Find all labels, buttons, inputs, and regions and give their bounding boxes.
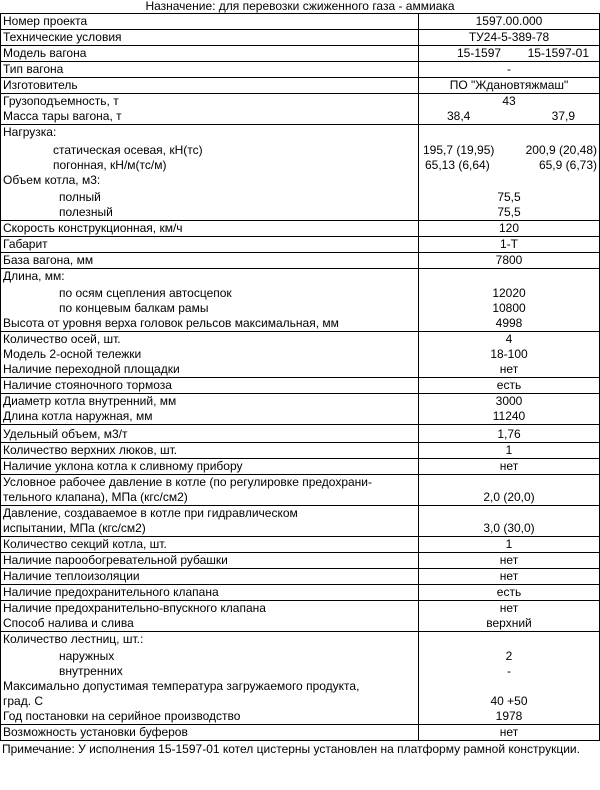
row-label bbox=[1, 506, 419, 537]
bogie-value: 18-100 bbox=[490, 347, 528, 361]
row-value: 7800 bbox=[419, 253, 600, 269]
row-label: Технические условия bbox=[1, 30, 419, 46]
test-pressure-label-1: Давление, создаваемое в котле при гидравлическом bbox=[3, 506, 298, 520]
ladders-label: Количество лестниц, шт.: bbox=[3, 632, 144, 646]
max-temp-label-2: град. С bbox=[3, 694, 44, 708]
row-value bbox=[419, 394, 600, 425]
row-project bbox=[1, 14, 600, 30]
year-value: 1978 bbox=[495, 709, 523, 723]
row-value: - bbox=[419, 62, 600, 78]
axles-label: Количество осей, шт. bbox=[3, 332, 121, 346]
row-sections bbox=[1, 537, 600, 553]
load-linear-v2: 65,9 (6,73) bbox=[538, 158, 597, 172]
row-value: 1,76 bbox=[419, 425, 600, 443]
row-insulation bbox=[1, 569, 600, 585]
row-working-pressure bbox=[1, 475, 600, 506]
row-speed bbox=[1, 221, 600, 237]
row-value: нет bbox=[419, 725, 600, 741]
row-label bbox=[1, 269, 419, 332]
row-label: Количество секций котла, шт. bbox=[1, 537, 419, 553]
row-label: Возможность установки буферов bbox=[1, 725, 419, 741]
load-static-v2: 200,9 (20,48) bbox=[525, 143, 597, 157]
row-label: Наличие стояночного тормоза bbox=[1, 378, 419, 394]
row-value-pair bbox=[419, 46, 600, 62]
row-tu bbox=[1, 30, 600, 46]
year-label: Год постановки на серийное производство bbox=[3, 709, 241, 723]
row-value bbox=[419, 332, 600, 378]
row-value bbox=[419, 475, 600, 506]
row-brake bbox=[1, 378, 600, 394]
row-label: Скорость конструкционная, км/ч bbox=[1, 221, 419, 237]
row-value bbox=[419, 506, 600, 537]
row-label: Тип вагона bbox=[1, 62, 419, 78]
intake-valve-label: Наличие предохранительно-впускного клапана bbox=[3, 601, 266, 615]
volume-useful-value: 75,5 bbox=[497, 205, 521, 219]
row-label: Изготовитель bbox=[1, 78, 419, 94]
page-heading: Назначение: для перевозки сжиженного газа - аммиака bbox=[145, 0, 455, 13]
row-load-volume bbox=[1, 125, 600, 221]
volume-label: Объем котла, м3: bbox=[3, 173, 101, 187]
load-linear-v1: 65,13 (6,64) bbox=[425, 158, 490, 172]
row-axles-bogie bbox=[1, 332, 600, 378]
row-hatches bbox=[1, 443, 600, 459]
row-label: Наличие уклона котла к сливному прибору bbox=[1, 459, 419, 475]
row-label bbox=[1, 475, 419, 506]
bogie-label: Модель 2-осной тележки bbox=[3, 347, 142, 361]
length-beam-value: 10800 bbox=[492, 301, 526, 315]
row-value: есть bbox=[419, 378, 600, 394]
inner-diam-value: 3000 bbox=[495, 394, 523, 408]
row-label: Наличие парообогревательной рубашки bbox=[1, 553, 419, 569]
height-label: Высота от уровня верха головок рельсов максимальная, мм bbox=[3, 316, 339, 330]
row-value bbox=[419, 269, 600, 332]
ladders-outer-label: наружных bbox=[59, 649, 115, 663]
load-linear-label: погонная, кН/м(тс/м) bbox=[53, 158, 167, 172]
row-label: Наличие предохранительного клапана bbox=[1, 585, 419, 601]
row-ladders-temp-year bbox=[1, 632, 600, 725]
row-value bbox=[419, 632, 600, 725]
row-label: Удельный объем, м3/т bbox=[1, 425, 419, 443]
spec-table bbox=[0, 13, 600, 741]
capacity-value: 43 bbox=[502, 94, 516, 108]
row-label: Номер проекта bbox=[1, 14, 419, 30]
row-label: Наличие теплоизоляции bbox=[1, 569, 419, 585]
row-label bbox=[1, 125, 419, 221]
row-label bbox=[1, 632, 419, 725]
volume-full-value: 75,5 bbox=[497, 190, 521, 204]
tare-value-1: 38,4 bbox=[447, 109, 471, 123]
row-test-pressure bbox=[1, 506, 600, 537]
row-label bbox=[1, 394, 419, 425]
footnote: Примечание: У исполнения 15-1597-01 котел цистерны установлен на платформу рамной конструкции. bbox=[2, 742, 580, 756]
row-label: База вагона, мм bbox=[1, 253, 419, 269]
fill-method-label: Способ налива и слива bbox=[3, 616, 134, 630]
row-label bbox=[1, 601, 419, 632]
load-label: Нагрузка: bbox=[3, 125, 57, 139]
row-maker bbox=[1, 78, 600, 94]
row-value: 1597.00.000 bbox=[419, 14, 600, 30]
row-value: ТУ24-5-389-78 bbox=[419, 30, 600, 46]
ladders-inner-value: - bbox=[507, 664, 511, 678]
row-value bbox=[419, 94, 600, 125]
intake-valve-value: нет bbox=[499, 601, 519, 615]
max-temp-label-1: Максимально допустимая температура загружаемого продукта, bbox=[3, 679, 360, 693]
row-model bbox=[1, 46, 600, 62]
row-diameter-length bbox=[1, 394, 600, 425]
row-length-height bbox=[1, 269, 600, 332]
row-gauge bbox=[1, 237, 600, 253]
working-pressure-label-2: тельного клапана), МПа (кгс/см2) bbox=[3, 490, 188, 504]
outer-len-value: 11240 bbox=[492, 409, 526, 423]
row-slope bbox=[1, 459, 600, 475]
row-capacity-tare bbox=[1, 94, 600, 125]
max-temp-value: 40 +50 bbox=[490, 694, 528, 708]
load-static-v1: 195,7 (19,95) bbox=[423, 143, 495, 157]
capacity-label: Грузоподъемность, т bbox=[3, 94, 119, 108]
row-value bbox=[419, 125, 600, 221]
row-value bbox=[419, 601, 600, 632]
volume-full-label: полный bbox=[59, 190, 101, 204]
tare-value-2: 37,9 bbox=[551, 109, 575, 123]
height-value: 4998 bbox=[495, 316, 523, 330]
inner-diam-label: Диаметр котла внутренний, мм bbox=[3, 394, 177, 408]
row-type bbox=[1, 62, 600, 78]
row-label: Модель вагона bbox=[1, 46, 419, 62]
model-value-2: 15-1597-01 bbox=[527, 46, 589, 60]
row-value: ПО "Ждановтяжмаш" bbox=[419, 78, 600, 94]
length-coupler-label: по осям сцепления автосцепок bbox=[59, 286, 232, 300]
ladders-outer-value: 2 bbox=[505, 649, 513, 663]
row-value: 1-Т bbox=[419, 237, 600, 253]
length-beam-label: по концевым балкам рамы bbox=[59, 301, 209, 315]
row-value: 120 bbox=[419, 221, 600, 237]
platform-label: Наличие переходной площадки bbox=[3, 362, 180, 376]
platform-value: нет bbox=[499, 362, 519, 376]
row-label bbox=[1, 94, 419, 125]
working-pressure-label-1: Условное рабочее давление в котле (по регулировке предохрани- bbox=[3, 475, 372, 489]
row-value: 1 bbox=[419, 537, 600, 553]
row-safety-valve bbox=[1, 585, 600, 601]
row-value: нет bbox=[419, 569, 600, 585]
row-value: 1 bbox=[419, 443, 600, 459]
row-buffers bbox=[1, 725, 600, 741]
outer-len-label: Длина котла наружная, мм bbox=[3, 409, 153, 423]
ladders-inner-label: внутренних bbox=[59, 664, 123, 678]
row-intake-fill bbox=[1, 601, 600, 632]
working-pressure-value: 2,0 (20,0) bbox=[483, 490, 535, 504]
test-pressure-label-2: испытании, МПа (кгс/см2) bbox=[3, 521, 146, 535]
load-static-label: статическая осевая, кН(тс) bbox=[53, 143, 203, 157]
test-pressure-value: 3,0 (30,0) bbox=[483, 521, 535, 535]
fill-method-value: верхний bbox=[486, 616, 532, 630]
row-spec-volume bbox=[1, 425, 600, 443]
axles-value: 4 bbox=[505, 332, 513, 346]
length-label: Длина, мм: bbox=[3, 269, 65, 283]
row-label: Габарит bbox=[1, 237, 419, 253]
row-value: нет bbox=[419, 459, 600, 475]
row-label bbox=[1, 332, 419, 378]
tare-label: Масса тары вагона, т bbox=[3, 109, 122, 123]
row-steam-jacket bbox=[1, 553, 600, 569]
length-coupler-value: 12020 bbox=[492, 286, 526, 300]
row-label: Количество верхних люков, шт. bbox=[1, 443, 419, 459]
row-base bbox=[1, 253, 600, 269]
model-value-1: 15-1597 bbox=[457, 46, 502, 60]
volume-useful-label: полезный bbox=[59, 205, 113, 219]
row-value: есть bbox=[419, 585, 600, 601]
row-value: нет bbox=[419, 553, 600, 569]
